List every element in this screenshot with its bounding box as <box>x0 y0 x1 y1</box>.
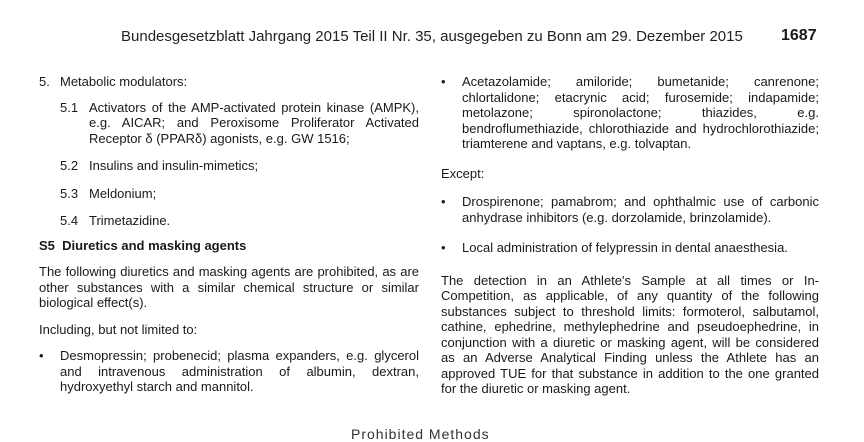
subitem-5-1 <box>39 100 419 147</box>
detection-paragraph: The detection in an Athlete's Sample at all times or In-Competition, as applicable, of any quantity of the following substances subject to threshold limits: formoterol, salbutamol, cathine, ephedrine, methylephedrine and pseudoephedrine, in conjunction with a diuretic or masking agent, will be considered as an Adverse Analytical Finding unless the Athlete has an approved TUE for that substance in addition to the one granted for the diuretic or masking agent. <box>441 272 819 396</box>
list-item <box>441 194 819 225</box>
list-item <box>441 74 819 152</box>
subitem-number: 5.3 <box>60 185 79 201</box>
next-section-heading-partial: Prohibited Methods <box>351 426 490 442</box>
subitem-number: 5.1 <box>60 99 79 115</box>
left-column <box>39 74 419 407</box>
page-number: 1687 <box>781 27 817 44</box>
section-5-label: Metabolic modulators: <box>60 74 188 89</box>
bullet-text: Drospirenone; pamabrom; and ophthalmic use of carbonic anhydrase inhibitors (e.g. dorzolamide, brinzolamide). <box>462 194 819 225</box>
subitem-5-2 <box>39 158 419 174</box>
bullet-text: Desmopressin; probenecid; plasma expanders, e.g. glycerol and intravenous administration of albumin, dextran, hydroxyethyl starch and mannitol. <box>60 348 419 394</box>
subitem-number: 5.4 <box>60 213 79 228</box>
bullet-glyph: • <box>441 74 446 89</box>
subitem-text: Insulins and insulin-mimetics; <box>89 158 259 173</box>
bullet-glyph: • <box>39 348 44 363</box>
subitem-text: Activators of the AMP-activated protein kinase (AMPK), e.g. AICAR; and Peroxisome Proliferator Activated Receptor δ (PPARδ) agonists, e.g. GW 1516; <box>89 99 419 146</box>
except-label: Except: <box>441 165 485 181</box>
subitem-text: Trimetazidine. <box>89 213 171 228</box>
subitem-5-3 <box>39 186 419 202</box>
s5-intro: The following diuretics and masking agents are prohibited, as are other substances with a similar chemical structure or similar biological effect(s). <box>39 264 419 310</box>
section-5 <box>39 74 419 90</box>
subitem-5-4 <box>39 213 419 229</box>
s5-heading: S5 Diuretics and masking agents <box>39 237 247 253</box>
bullet-text: Acetazolamide; amiloride; bumetanide; canrenone; chlortalidone; etacrynic acid; furosemide; indapamide; metolazone; spironolactone; thiazides, e.g. bendroflumethiazide, chlorothiazide and hydrochlorothiazide; triamterene and vaptans, e.g. tolvaptan. <box>462 74 819 151</box>
gazette-title: Bundesgesetzblatt Jahrgang 2015 Teil II Nr. 35, ausgegeben zu Bonn am 29. Dezember 2015 <box>121 28 743 45</box>
subitem-text: Meldonium; <box>89 185 157 201</box>
including-label: Including, but not limited to: <box>39 321 198 337</box>
list-item <box>39 348 419 395</box>
section-5-number: 5. <box>39 74 50 89</box>
right-column <box>441 74 819 408</box>
bullet-text: Local administration of felypressin in dental anaesthesia. <box>462 240 788 255</box>
bullet-glyph: • <box>441 194 446 209</box>
subitem-number: 5.2 <box>60 158 79 173</box>
list-item <box>441 240 819 256</box>
page-header <box>0 28 864 50</box>
bullet-glyph: • <box>441 240 446 255</box>
